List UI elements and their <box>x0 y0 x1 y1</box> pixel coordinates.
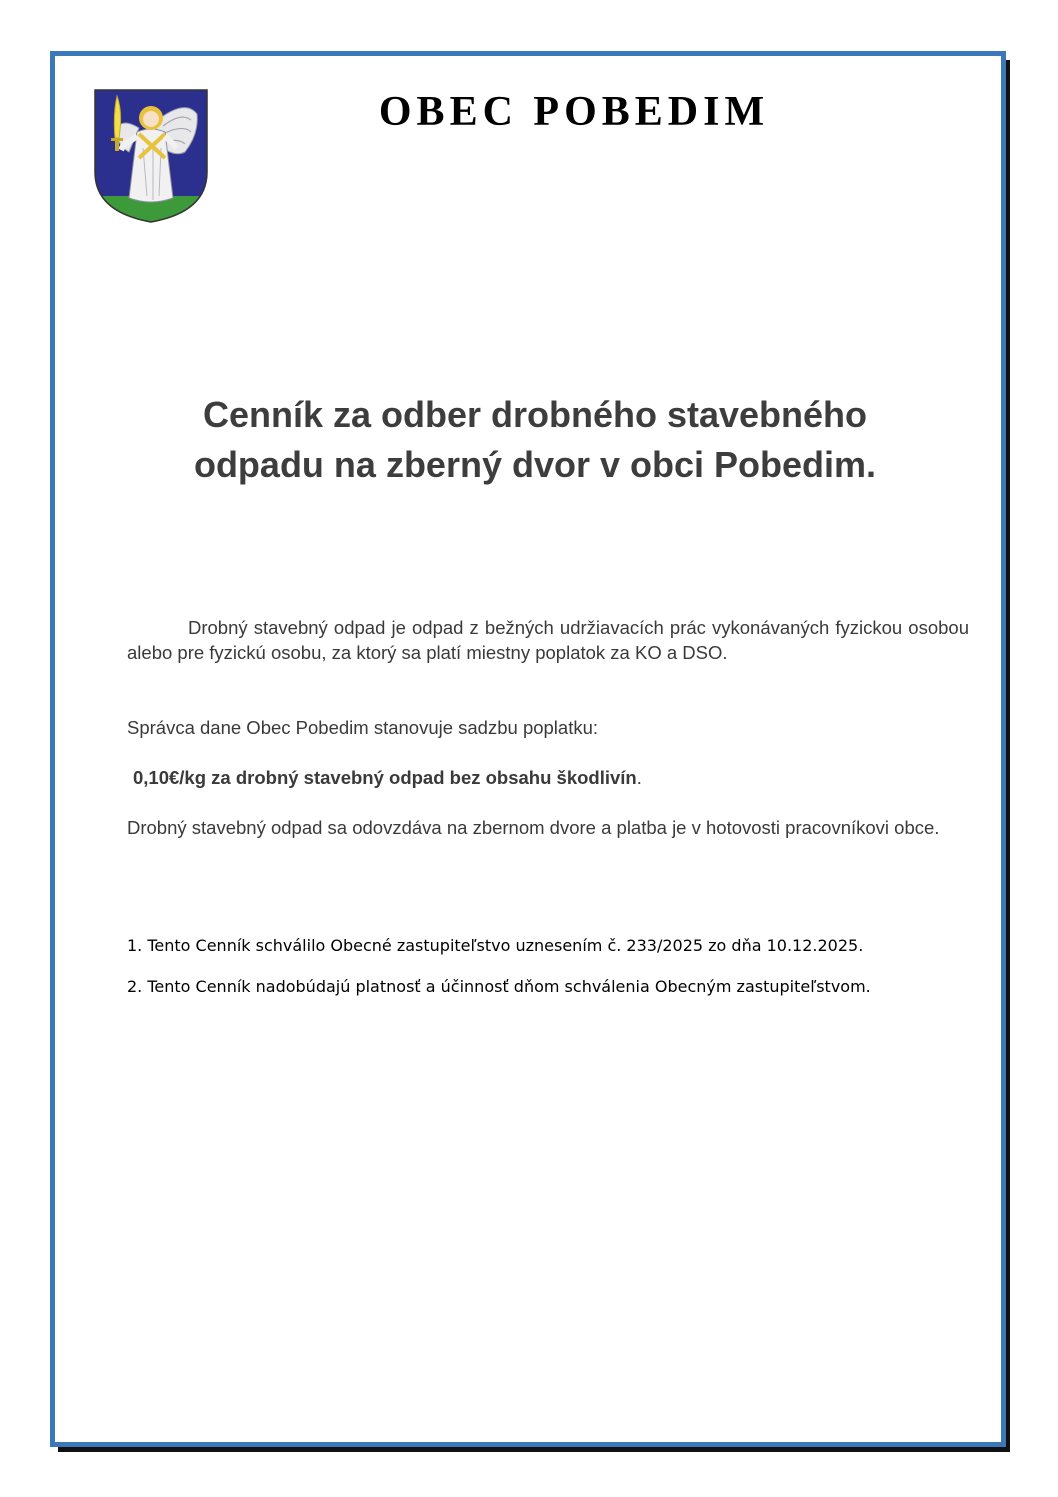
heading-line-1: Cenník za odber drobného stavebného <box>202 394 868 435</box>
rate-value: 0,10€/kg za drobný stavebný odpad bez obsahu škodlivín <box>133 767 637 788</box>
rate-suffix: . <box>636 767 642 788</box>
document-heading <box>110 390 960 490</box>
approval-note: 1. Tento Cenník schválilo Obecné zastupiteľstvo uznesením č. 233/2025 zo dňa 10.12.2025. <box>127 936 864 955</box>
rate-intro-paragraph: Správca dane Obec Pobedim stanovuje sadzbu poplatku: <box>127 717 599 738</box>
validity-note: 2. Tento Cenník nadobúdajú platnosť a účinnosť dňom schválenia Obecným zastupiteľstvom. <box>127 977 871 996</box>
page-frame <box>50 51 1006 1447</box>
payment-paragraph: Drobný stavebný odpad sa odovzdáva na zbernom dvore a platba je v hotovosti pracovníkovi obce. <box>127 817 940 838</box>
heading-line-2: odpadu na zberný dvor v obci Pobedim. <box>193 444 877 485</box>
rate-paragraph <box>133 765 975 790</box>
municipality-title: OBEC POBEDIM <box>378 89 770 135</box>
coat-of-arms-icon <box>93 88 209 224</box>
definition-paragraph: Drobný stavebný odpad je odpad z bežných udržiavacích prác vykonávaných fyzickou osobou alebo pre fyzickú osobu, za ktorý sa platí miestny poplatok za KO a DSO. <box>127 617 969 663</box>
